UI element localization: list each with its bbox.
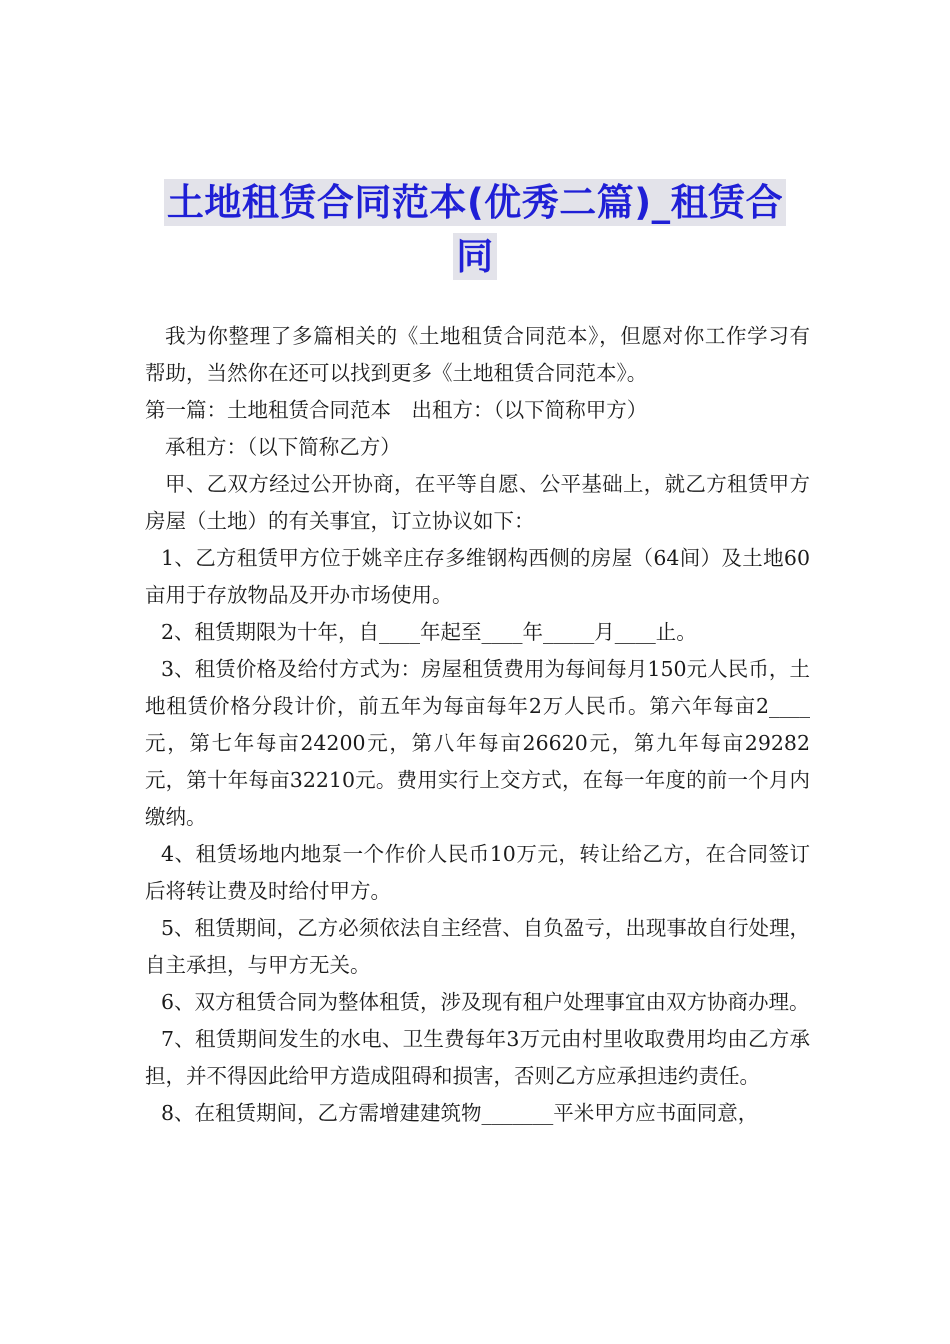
clause-8: 8、在租赁期间，乙方需增建建筑物_______平米甲方应书面同意， [161, 1101, 759, 1125]
paragraph-section-heading: 第一篇：土地租赁合同范本 出租方：（以下简称甲方） [145, 398, 648, 422]
clause-6: 6、双方租赁合同为整体租赁，涉及现有租户处理事宜由双方协商办理。 [161, 990, 810, 1014]
clause-4: 4、租赁场地内地泵一个作价人民币10万元，转让给乙方，在合同签订后将转让费及时给付甲方。 [145, 842, 810, 903]
clause-5: 5、租赁期间，乙方必须依法自主经营、自负盈亏，出现事故自行处理，自主承担，与甲方无关。 [145, 916, 810, 977]
title-line-1: 土地租赁合同范本(优秀二篇)_租赁合 [164, 179, 786, 226]
clause-7: 7、租赁期间发生的水电、卫生费每年3万元由村里收取费用均由乙方承担，并不得因此给甲方造成阻碍和损害，否则乙方应承担违约责任。 [145, 1027, 810, 1088]
paragraph-lessee: 承租方：（以下简称乙方） [165, 435, 401, 459]
paragraph-preamble: 甲、乙双方经过公开协商，在平等自愿、公平基础上，就乙方租赁甲方房屋（土地）的有关事宜，订立协议如下： [145, 472, 810, 533]
clause-3: 3、租赁价格及给付方式为：房屋租赁费用为每间每月150元人民币，土地租赁价格分段计价，前五年为每亩每年2万人民币。第六年每亩2____元，第七年每亩24200元，第八年每亩26620元，第九年每亩29282元，第十年每亩32210元。费用实行上交方式，在每一年度的前一个月内缴纳。 [145, 657, 810, 829]
document-body [145, 318, 810, 1132]
document-title [140, 176, 810, 284]
clause-1: 1、乙方租赁甲方位于姚辛庄存多维钢构西侧的房屋（64间）及土地60亩用于存放物品及开办市场使用。 [145, 546, 810, 607]
clause-2: 2、租赁期限为十年，自____年起至____年_____月____止。 [161, 620, 697, 644]
title-line-2: 同 [453, 233, 497, 280]
paragraph-intro: 我为你整理了多篇相关的《土地租赁合同范本》，但愿对你工作学习有帮助，当然你在还可以找到更多《土地租赁合同范本》。 [145, 324, 810, 385]
